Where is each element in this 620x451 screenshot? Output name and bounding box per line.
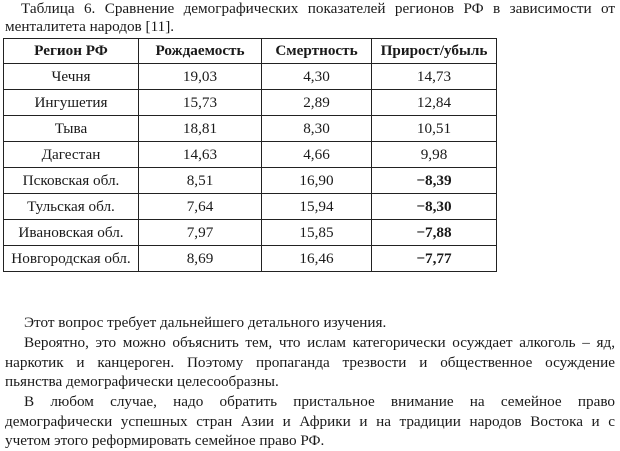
cell-region: Псковская обл. (4, 168, 139, 194)
cell-death: 16,46 (262, 246, 372, 272)
table-row (4, 90, 497, 116)
cell-birth: 14,63 (139, 142, 262, 168)
header-death-rate: Смертность (262, 39, 372, 64)
cell-growth: −7,77 (372, 246, 497, 272)
cell-region: Тыва (4, 116, 139, 142)
cell-growth: −8,30 (372, 194, 497, 220)
cell-death: 15,85 (262, 220, 372, 246)
table-row (4, 220, 497, 246)
cell-growth: −7,88 (372, 220, 497, 246)
cell-region: Тульская обл. (4, 194, 139, 220)
table-caption-line-1: Таблица 6. Сравнение демографических показателей регионов РФ в зависимости от (21, 0, 615, 17)
cell-death: 16,90 (262, 168, 372, 194)
cell-growth: 14,73 (372, 64, 497, 90)
cell-death: 15,94 (262, 194, 372, 220)
cell-death: 4,30 (262, 64, 372, 90)
cell-region: Ингушетия (4, 90, 139, 116)
cell-birth: 7,64 (139, 194, 262, 220)
paragraph-1 (5, 313, 615, 333)
header-region: Регион РФ (4, 39, 139, 64)
table-row (4, 116, 497, 142)
table-row (4, 168, 497, 194)
cell-region: Ивановская обл. (4, 220, 139, 246)
cell-region: Чечня (4, 64, 139, 90)
cell-birth: 8,69 (139, 246, 262, 272)
cell-region: Новгородская обл. (4, 246, 139, 272)
cell-birth: 19,03 (139, 64, 262, 90)
header-growth: Прирост/убыль (372, 39, 497, 64)
cell-growth: −8,39 (372, 168, 497, 194)
paragraph-3-line-3: учетом этого реформировать семейное право РФ. (5, 432, 325, 449)
paragraph-3-line-2: демографически успешных стран Азии и Африки и на традиции народов Востока и с (5, 412, 615, 430)
table-caption (5, 0, 615, 36)
cell-birth: 7,97 (139, 220, 262, 246)
table-caption-line-2: менталитета народов [11]. (5, 18, 175, 35)
paragraph-3-line-1: В любом случае, надо обратить пристальное внимание на семейное право (24, 393, 615, 410)
table-row (4, 194, 497, 220)
cell-birth: 8,51 (139, 168, 262, 194)
paragraph-2-line-2: наркотик и канцероген. Поэтому пропаганда трезвости и общественное осуждение (5, 353, 615, 371)
cell-growth: 10,51 (372, 116, 497, 142)
table-row (4, 142, 497, 168)
demographics-table (3, 38, 497, 272)
table-header-row (4, 39, 497, 64)
cell-death: 8,30 (262, 116, 372, 142)
cell-birth: 15,73 (139, 90, 262, 116)
paragraph-3 (5, 392, 615, 451)
table-row (4, 64, 497, 90)
cell-region: Дагестан (4, 142, 139, 168)
cell-growth: 9,98 (372, 142, 497, 168)
paragraph-2-line-1: Вероятно, это можно объяснить тем, что ислам категорически осуждает алкоголь – яд, (24, 334, 615, 351)
table-row (4, 246, 497, 272)
paragraph-2 (5, 333, 615, 392)
cell-death: 4,66 (262, 142, 372, 168)
cell-growth: 12,84 (372, 90, 497, 116)
paragraph-2-line-3: пьянства демографически целесообразны. (5, 373, 279, 390)
header-birth-rate: Рождаемость (139, 39, 262, 64)
paragraph-1-line-1: Этот вопрос требует дальнейшего детального изучения. (24, 314, 387, 331)
cell-birth: 18,81 (139, 116, 262, 142)
cell-death: 2,89 (262, 90, 372, 116)
